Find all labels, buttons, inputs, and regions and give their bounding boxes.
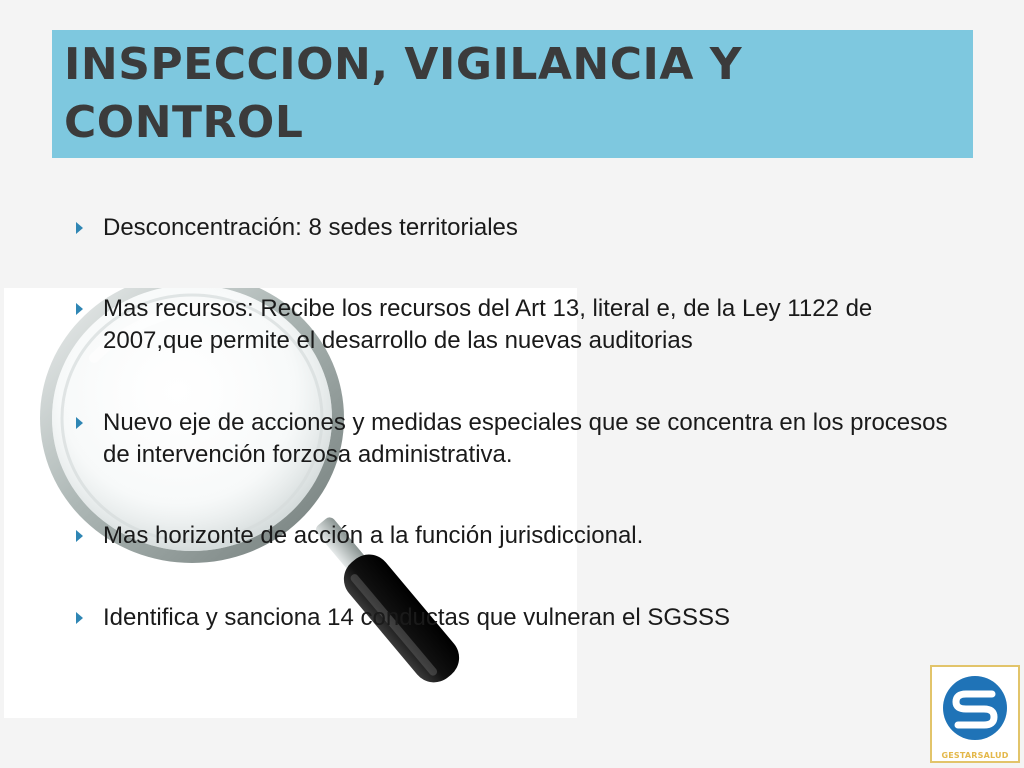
bullet-arrow-icon	[76, 530, 83, 542]
bullet-arrow-icon	[76, 417, 83, 429]
bullet-item	[76, 212, 956, 244]
bullet-item	[76, 602, 956, 634]
bullet-text: Mas horizonte de acción a la función jurisdiccional.	[103, 522, 644, 549]
bullet-arrow-icon	[76, 303, 83, 315]
logo-label: GESTARSALUD	[941, 751, 1009, 760]
bullet-text: Nuevo eje de acciones y medidas especiales que se concentra en los procesos de intervención forzosa administrativa.	[103, 409, 948, 468]
gestarsalud-logo	[930, 665, 1020, 763]
bullet-arrow-icon	[76, 222, 83, 234]
bullet-text: Desconcentración: 8 sedes territoriales	[103, 214, 518, 241]
gestarsalud-logo-icon	[932, 667, 1018, 761]
bullet-text: Mas recursos: Recibe los recursos del Art 13, literal e, de la Ley 1122 de 2007,que permite el desarrollo de las nuevas auditorias	[103, 295, 873, 354]
bullet-arrow-icon	[76, 612, 83, 624]
slide-title: INSPECCION, VIGILANCIA Y CONTROL	[64, 39, 743, 148]
bullet-item	[76, 520, 956, 552]
bullet-text: Identifica y sanciona 14 conductas que vulneran el SGSSS	[103, 604, 731, 631]
bullet-item	[76, 407, 956, 471]
bullet-item	[76, 293, 956, 357]
